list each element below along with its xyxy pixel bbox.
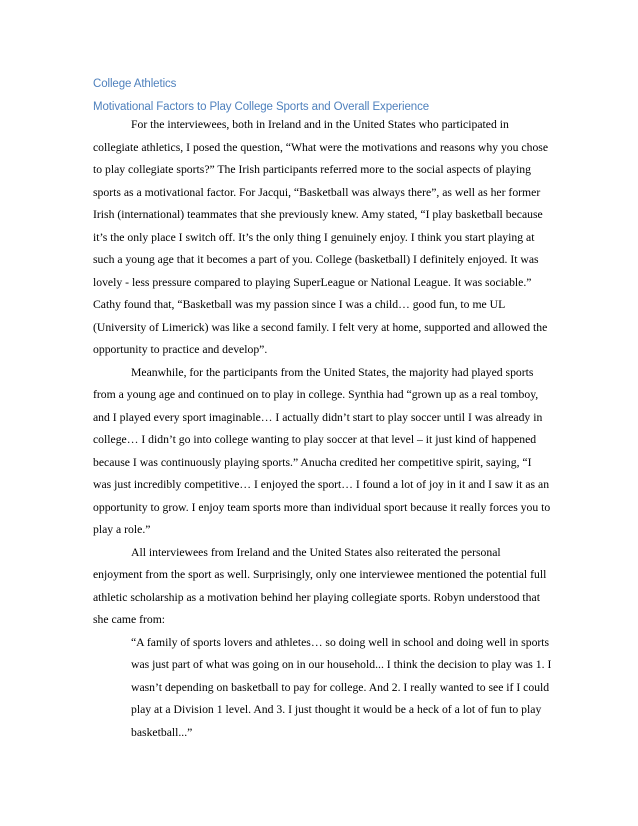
paragraph-line: Cathy found that, “Basketball was my passion since I was a child… good fun, to me UL [93,298,506,311]
paragraph-line: All interviewees from Ireland and the United States also reiterated the personal [131,545,501,559]
block-quote-line: was just part of what was going on in our household... I think the decision to play was 1. I [131,658,552,671]
block-quote-line: basketball...” [131,725,193,739]
paragraph-line: and I played every sport imaginable… I actually didn’t start to play soccer until I was already in [93,410,543,424]
paragraph-line: (University of Limerick) was like a second family. I felt very at home, supported and allowed the [93,320,548,334]
paragraph-line: opportunity to practice and develop”. [93,343,268,356]
paragraph-line: collegiate athletics, I posed the question, “What were the motivations and reasons why you chose [93,140,549,154]
paragraph-line: lovely - less pressure compared to playing SuperLeague or National League. It was sociable.” [93,275,532,289]
paragraph-line: it’s the only place I switch off. It’s the only thing I genuinely enjoy. I think you start playing at [93,230,535,244]
paragraph-line: from a young age and continued on to play in college. Synthia had “grown up as a real tomboy, [93,388,539,401]
paragraph-line: she came from: [93,613,166,626]
paragraph-line: was just incredibly competitive… I enjoyed the sport… I found a lot of joy in it and I saw it as an [93,478,550,491]
paragraph-line: athletic scholarship as a motivation behind her playing collegiate sports. Robyn understood that [93,590,540,604]
document-title: College Athletics [93,78,177,90]
paragraph-line: play a role.” [93,523,151,536]
section-subtitle: Motivational Factors to Play College Sports and Overall Experience [93,101,430,113]
paragraph-line: because I was continuously playing sports.” Anucha credited her competitive spirit, saying, “I [93,455,532,469]
paragraph-line: to play collegiate sports?” The Irish participants referred more to the social aspects of playing [93,163,531,176]
block-quote-line: play at a Division 1 level. And 3. I just thought it would be a heck of a lot of fun to play [131,703,542,716]
paragraph-line: college… I didn’t go into college wanting to play soccer at that level – it just kind of happened [93,433,537,446]
paragraph-line: For the interviewees, both in Ireland and in the United States who participated in [131,118,509,131]
body-text [93,114,553,744]
paragraph-line: Irish (international) teammates that she previously knew. Amy stated, “I play basketball because [93,208,543,221]
paragraph-line: sports as a motivational factor. For Jacqui, “Basketball was always there”, as well as her former [93,185,541,199]
block-quote-line: “A family of sports lovers and athletes… so doing well in school and doing well in sports [131,635,550,649]
paragraph-line: enjoyment from the sport as well. Surprisingly, only one interviewee mentioned the potential full [93,568,547,581]
paragraph-line: opportunity to grow. I enjoy team sports more than individual sport because it really forces you to [93,500,551,514]
paragraph-line: such a young age that it becomes a part of you. College (basketball) I definitely enjoyed. It was [93,253,539,266]
paragraph-line: Meanwhile, for the participants from the United States, the majority had played sports [131,365,534,379]
block-quote-line: wasn’t depending on basketball to pay for college. And 2. I really wanted to see if I could [131,680,550,694]
